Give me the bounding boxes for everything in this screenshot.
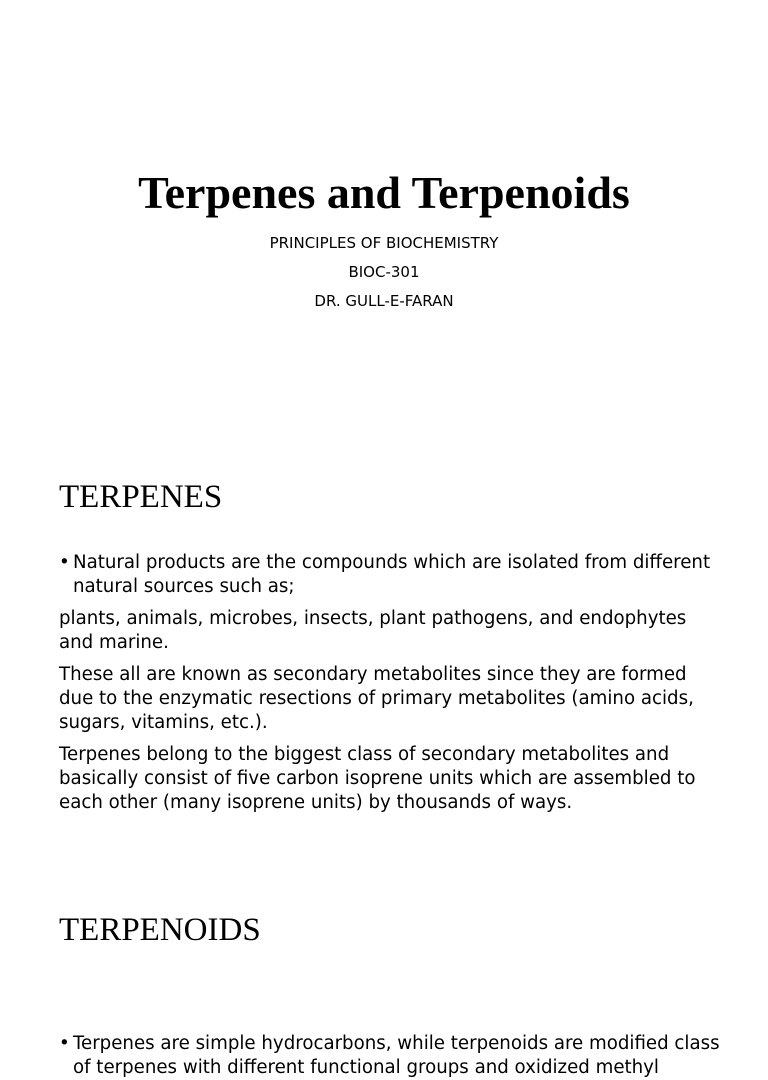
terpenes-bullet-item: [59, 551, 733, 599]
subtitle-block: [0, 229, 768, 316]
title-slide: [0, 0, 768, 432]
slide-title: Terpenes and Terpenoids: [138, 167, 630, 218]
natural-sources-paragraph: plants, animals, microbes, insects, plant pathogens, and endophytes and marine.: [59, 608, 687, 653]
terpenoids-definition-text: Terpenes are simple hydrocarbons, while terpenoids are modified class of terpenes with different functional groups and oxidized methyl: [73, 1033, 720, 1078]
instructor-name: DR. GULL-E-FARAN: [314, 292, 454, 310]
bullet-marker: •: [59, 552, 70, 573]
bullet-marker: •: [59, 1033, 70, 1054]
natural-products-text: Natural products are the compounds which are isolated from different natural sources such as;: [73, 552, 711, 597]
course-name: PRINCIPLES OF BIOCHEMISTRY: [269, 234, 499, 252]
terpenoids-heading: TERPENOIDS: [59, 912, 261, 948]
secondary-metabolites-paragraph: These all are known as secondary metabolites since they are formed due to the enzymatic resections of primary metabolites (amino acids, sugars, vitamins, etc.).: [59, 664, 694, 733]
terpenoids-bullet-item: [59, 1032, 733, 1080]
isoprene-units-paragraph: Terpenes belong to the biggest class of secondary metabolites and basically consist of five carbon isoprene units which are assembled to each other (many isoprene units) by thousands of ways.: [59, 744, 696, 813]
course-code: BIOC-301: [348, 263, 420, 281]
terpenes-heading: TERPENES: [59, 479, 223, 515]
